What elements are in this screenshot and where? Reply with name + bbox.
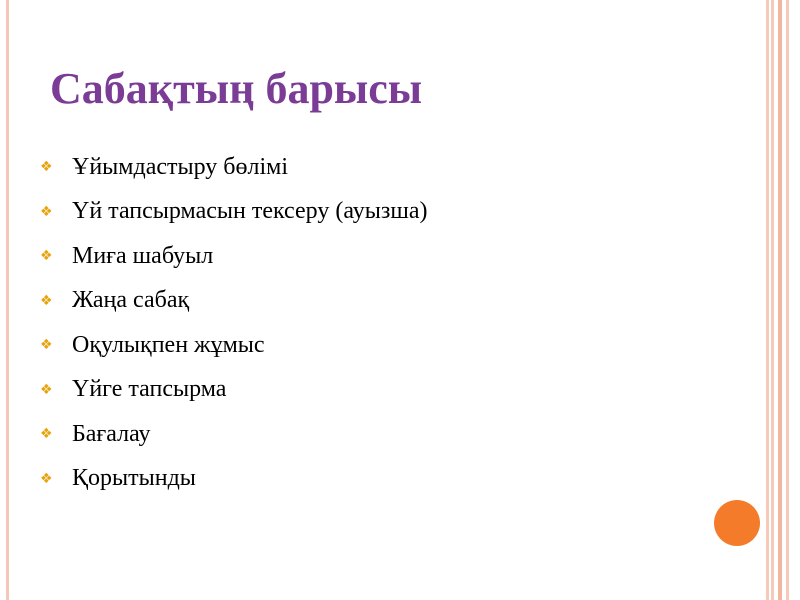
diamond-bullet-icon: ❖ (40, 381, 53, 398)
list-item-label: Жаңа сабақ (72, 287, 190, 314)
list-item-label: Ұйымдастыру бөлімі (72, 153, 289, 180)
diamond-bullet-icon: ❖ (40, 248, 53, 265)
right-border-stripe (766, 0, 769, 600)
list-item (40, 457, 428, 502)
left-border-line (6, 0, 9, 600)
diamond-bullet-icon: ❖ (40, 292, 53, 309)
list-item (40, 190, 428, 235)
list-item (40, 412, 428, 457)
slide-title: Сабақтың барысы (50, 64, 423, 113)
list-item-label: Үй тапсырмасын тексеру (ауызша) (72, 198, 428, 225)
bullet-list (40, 145, 428, 501)
list-item (40, 234, 428, 279)
right-border-stripe (778, 0, 782, 600)
list-item (40, 279, 428, 324)
diamond-bullet-icon: ❖ (40, 159, 53, 176)
diamond-bullet-icon: ❖ (40, 337, 53, 354)
decorative-circle (714, 500, 760, 546)
right-border-stripe (786, 0, 789, 600)
list-item-label: Бағалау (72, 420, 151, 447)
list-item (40, 323, 428, 368)
right-border-stripe (771, 0, 774, 600)
list-item-label: Оқулықпен жұмыс (72, 331, 265, 358)
list-item-label: Қорытынды (72, 465, 196, 492)
diamond-bullet-icon: ❖ (40, 426, 53, 443)
list-item (40, 368, 428, 413)
diamond-bullet-icon: ❖ (40, 203, 53, 220)
diamond-bullet-icon: ❖ (40, 470, 53, 487)
list-item (40, 145, 428, 190)
list-item-label: Миға шабуыл (72, 242, 214, 269)
list-item-label: Үйге тапсырма (72, 376, 227, 403)
